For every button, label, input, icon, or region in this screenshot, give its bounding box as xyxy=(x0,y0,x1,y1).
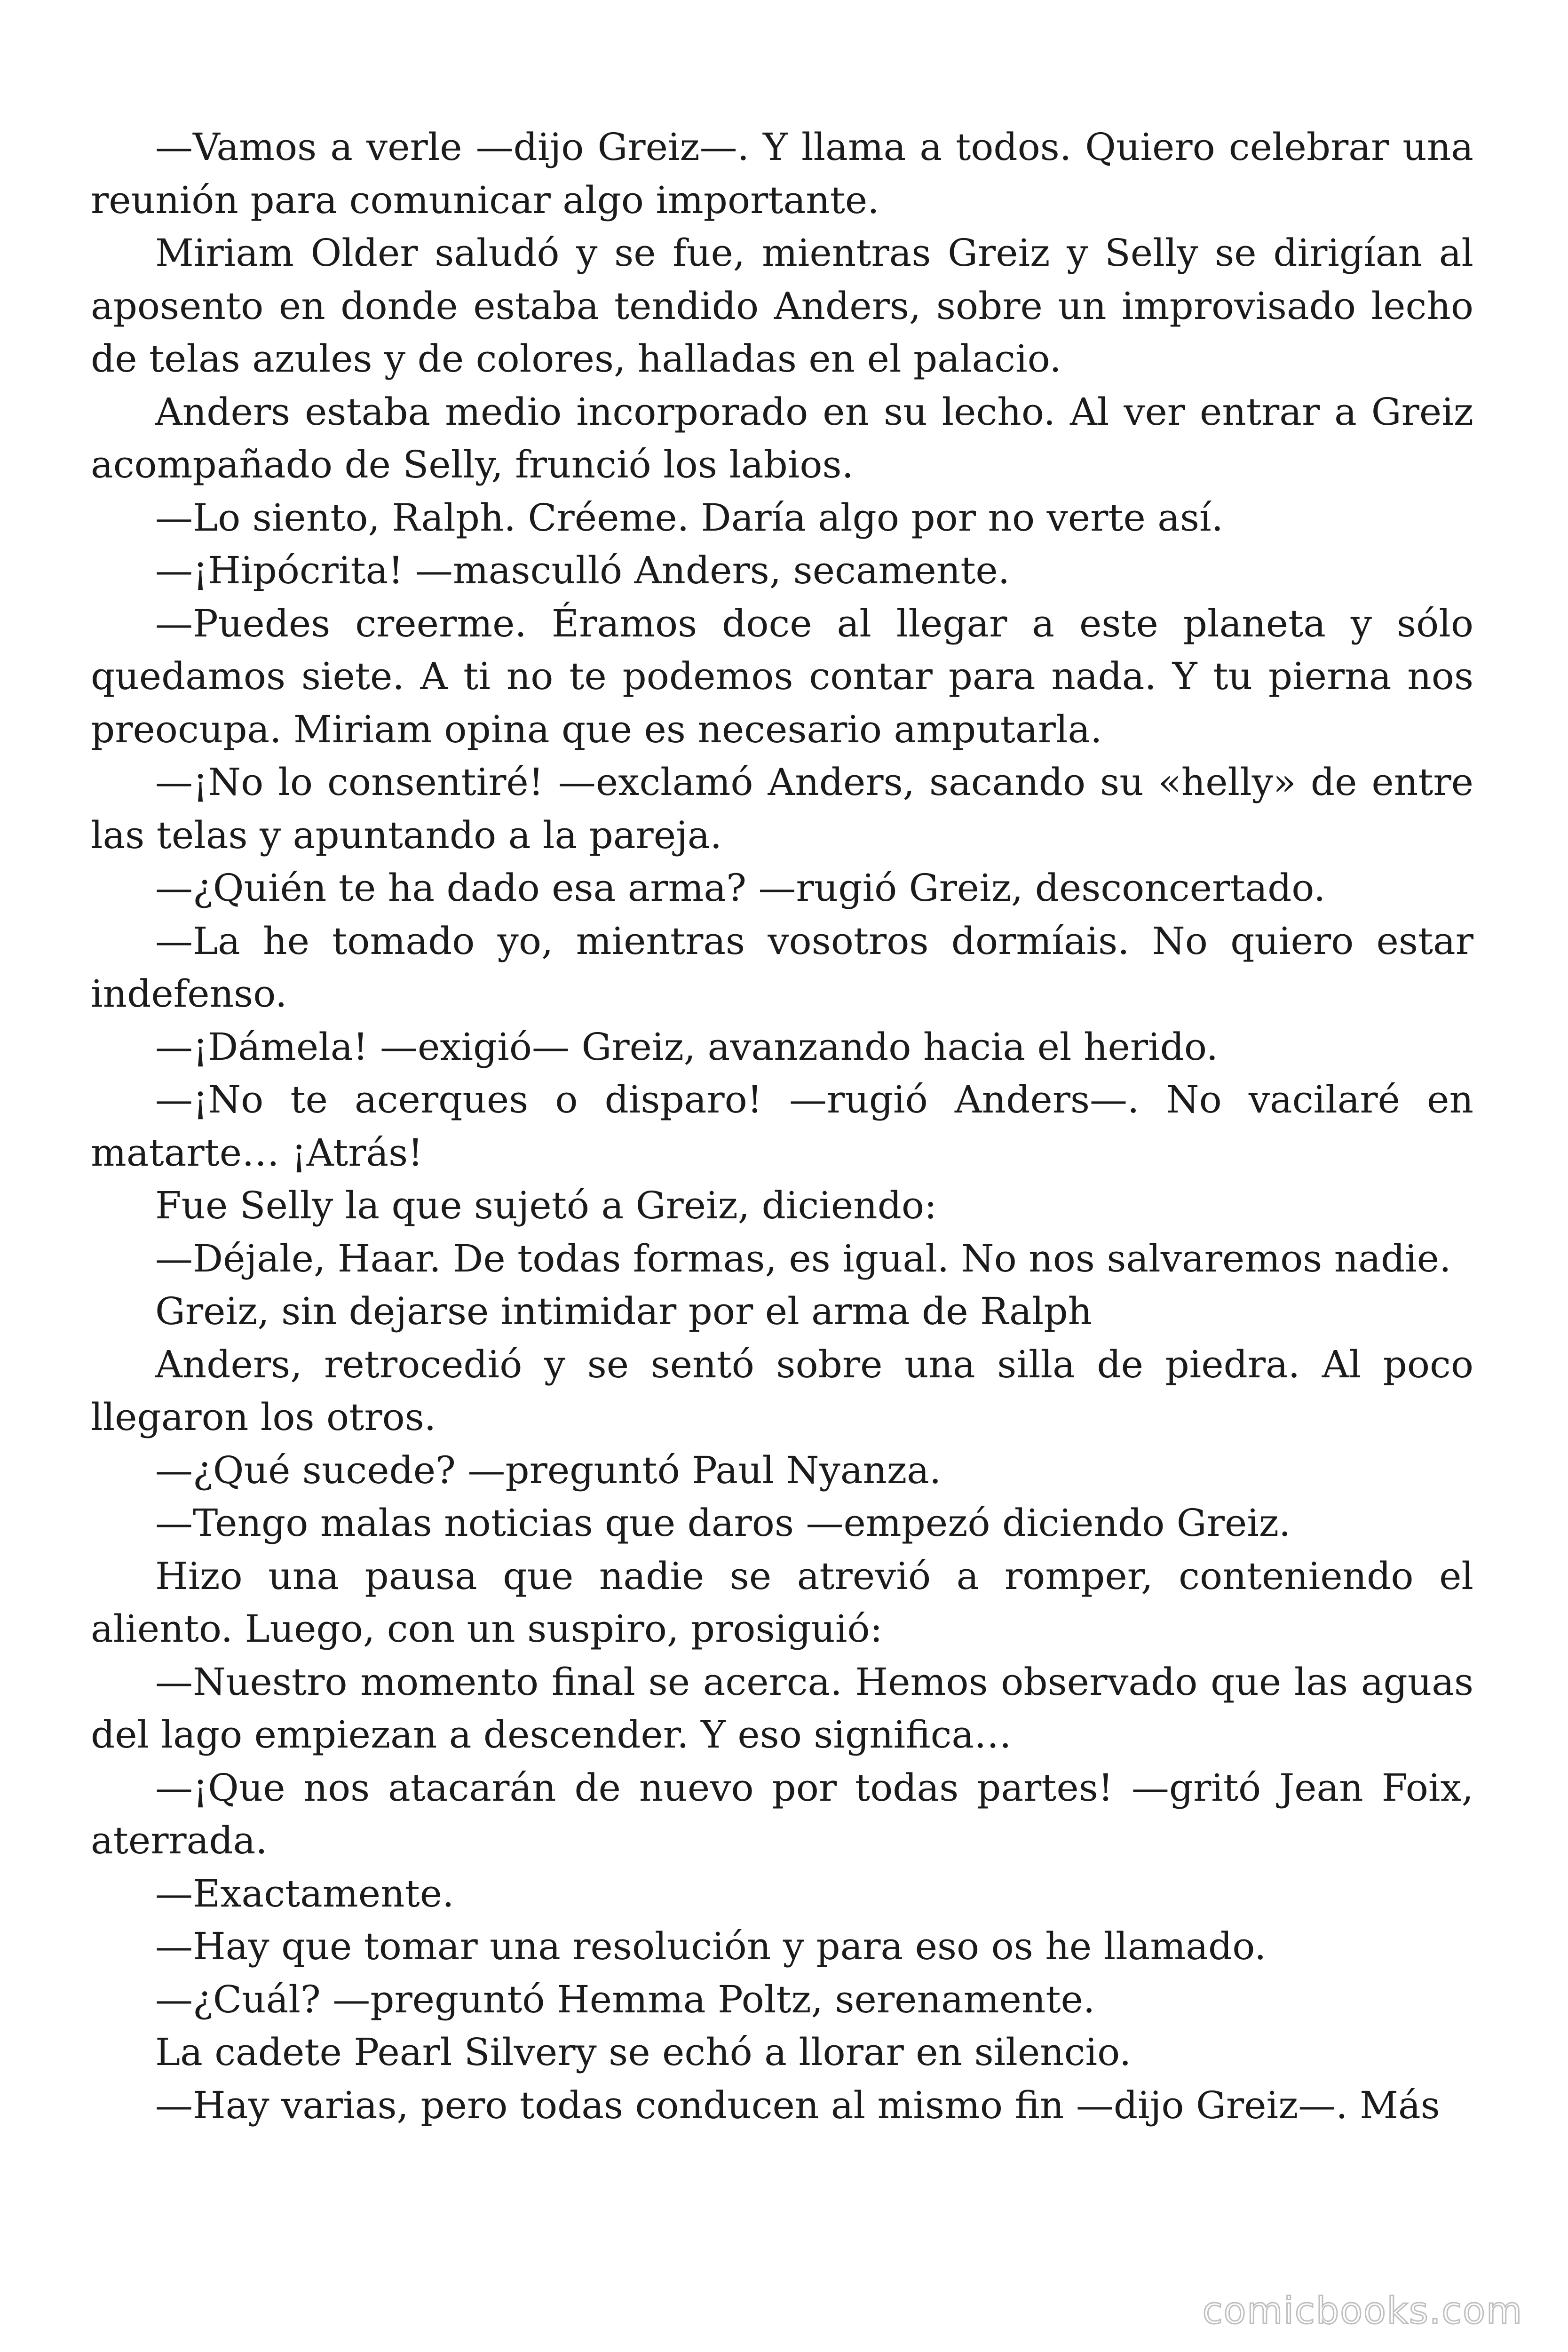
paragraph: —¿Cuál? —preguntó Hemma Poltz, serenamente. xyxy=(155,1977,1095,2021)
paragraph: —¿Qué sucede? —preguntó Paul Nyanza. xyxy=(155,1448,942,1492)
watermark: comicbooks.com xyxy=(1202,2290,1523,2332)
paragraph: Anders estaba medio incorporado en su lecho. Al ver entrar a Greiz acompañado de Selly, frunció los labios. xyxy=(91,389,1473,486)
paragraph: —Puedes creerme. Éramos doce al llegar a este planeta y sólo quedamos siete. A ti no te podemos contar para nada. Y tu pierna nos preocupa. Miriam opina que es necesario amputarla. xyxy=(91,601,1473,751)
paragraph: —Hay varias, pero todas conducen al mismo fin —dijo Greiz—. Más xyxy=(155,2083,1440,2127)
paragraph: —Tengo malas noticias que daros —empezó diciendo Greiz. xyxy=(155,1501,1291,1545)
paragraph: —¡No lo consentiré! —exclamó Anders, sacando su «helly» de entre las telas y apuntando a la pareja. xyxy=(91,760,1473,857)
paragraph: Miriam Older saludó y se fue, mientras Greiz y Selly se dirigían al aposento en donde estaba tendido Anders, sobre un improvisado lecho de telas azules y de colores, halladas en el palacio. xyxy=(91,231,1473,381)
paragraph: Anders, retrocedió y se sentó sobre una silla de piedra. Al poco llegaron los otros. xyxy=(91,1342,1473,1439)
paragraph: Fue Selly la que sujetó a Greiz, diciendo: xyxy=(155,1184,937,1227)
paragraph: —Exactamente. xyxy=(155,1871,454,1915)
paragraph: Hizo una pausa que nadie se atrevió a romper, conteniendo el aliento. Luego, con un suspiro, prosiguió: xyxy=(91,1554,1473,1651)
paragraph: —¡Dámela! —exigió— Greiz, avanzando hacia el herido. xyxy=(155,1025,1219,1069)
paragraph: —¡No te acerques o disparo! —rugió Anders—. No vacilaré en matarte… ¡Atrás! xyxy=(91,1078,1473,1175)
paragraph: La cadete Pearl Silvery se echó a llorar en silencio. xyxy=(155,2030,1132,2074)
paragraph: —Déjale, Haar. De todas formas, es igual. No nos salvaremos nadie. xyxy=(155,1236,1451,1280)
paragraph: —¡Que nos atacarán de nuevo por todas partes! —gritó Jean Foix, aterrada. xyxy=(91,1765,1473,1862)
body-text xyxy=(91,121,1473,2132)
paragraph: —Lo siento, Ralph. Créeme. Daría algo por no verte así. xyxy=(155,495,1224,540)
paragraph: —Vamos a verle —dijo Greiz—. Y llama a todos. Quiero celebrar una reunión para comunicar algo importante. xyxy=(91,125,1473,222)
paragraph: —Nuestro momento final se acerca. Hemos observado que las aguas del lago empiezan a descender. Y eso significa… xyxy=(91,1660,1473,1756)
paragraph: —¡Hipócrita! —masculló Anders, secamente. xyxy=(155,548,1010,592)
paragraph: Greiz, sin dejarse intimidar por el arma de Ralph xyxy=(155,1289,1093,1333)
paragraph: —La he tomado yo, mientras vosotros dormíais. No quiero estar indefenso. xyxy=(91,919,1473,1016)
paragraph: —¿Quién te ha dado esa arma? —rugió Greiz, desconcertado. xyxy=(155,866,1326,910)
paragraph: —Hay que tomar una resolución y para eso os he llamado. xyxy=(155,1924,1267,1968)
